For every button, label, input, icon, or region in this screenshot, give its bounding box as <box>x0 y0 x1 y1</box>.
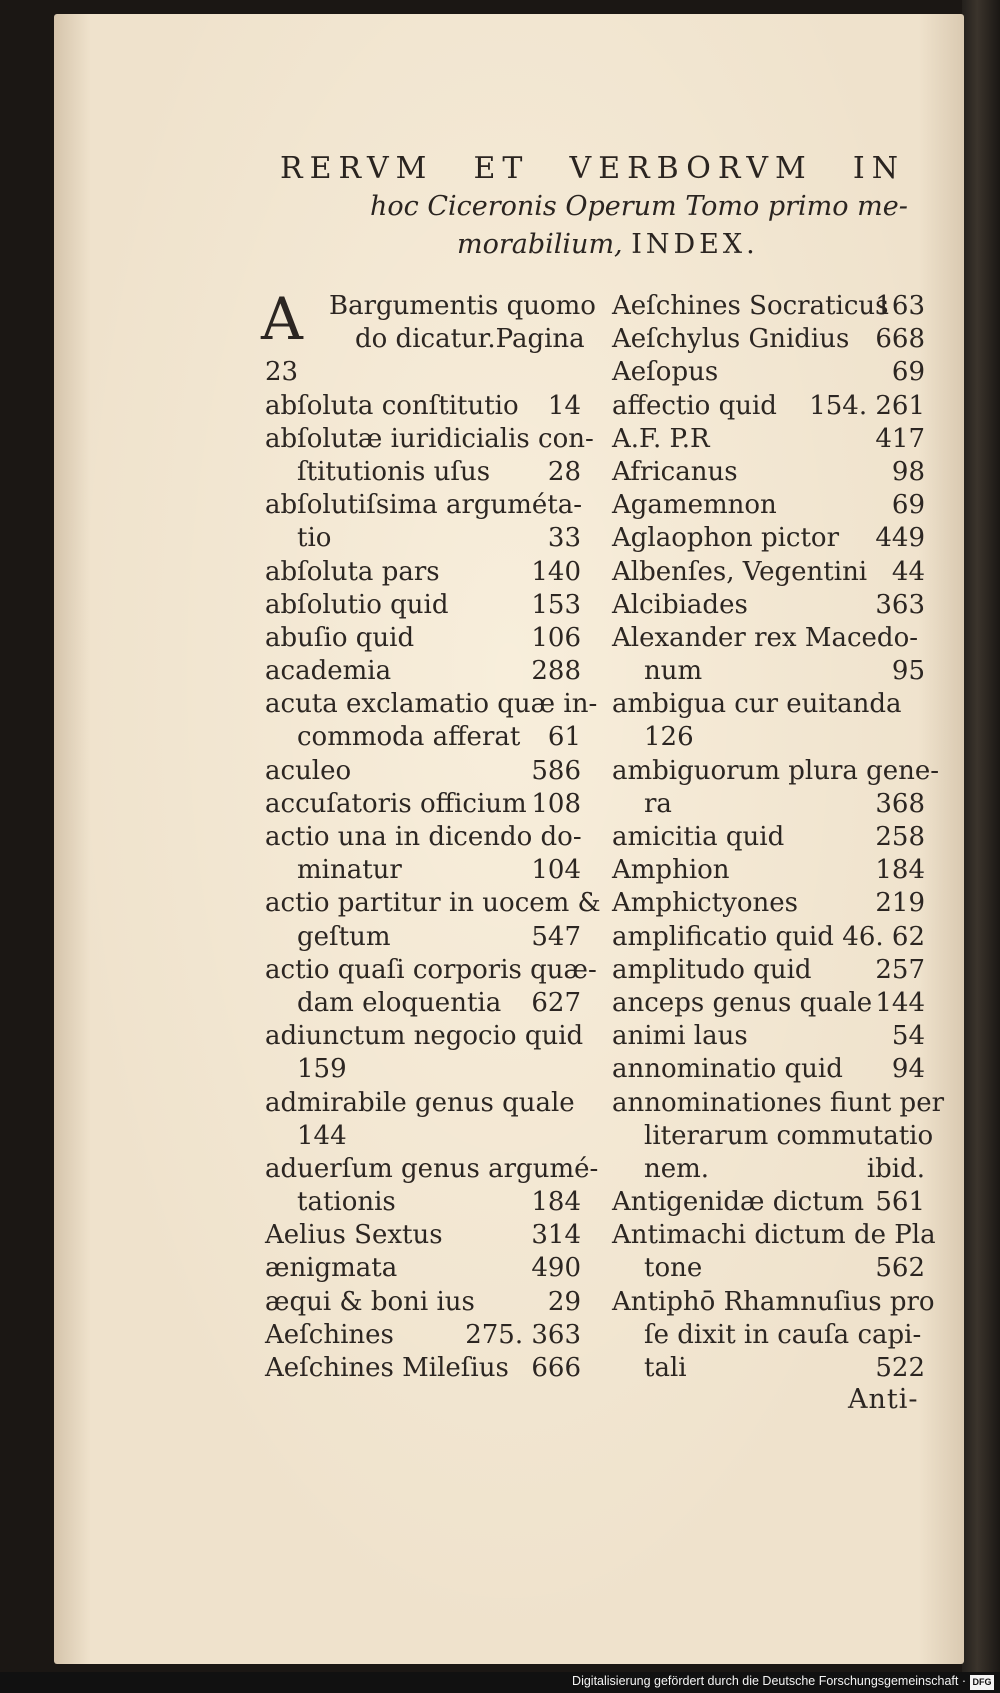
drop-cap: A <box>261 285 303 353</box>
index-line: geſtum 547 <box>297 921 581 952</box>
index-line: Alcibiades 363 <box>612 589 925 620</box>
index-column-left <box>261 285 601 1385</box>
dfg-logo-icon: DFG <box>970 1675 994 1690</box>
index-line: academia 288 <box>265 656 581 687</box>
index-line: Amphion 184 <box>612 855 925 886</box>
index-line: ſe dixit in cauſa capi- <box>644 1319 922 1350</box>
title-line-1: RERVM ET VERBORVM IN <box>280 151 905 186</box>
index-line: abſoluta conſtitutio 14 <box>265 390 581 421</box>
index-line: tationis 184 <box>297 1187 581 1218</box>
index-line: 144 <box>297 1120 347 1151</box>
index-column-right <box>612 290 945 1385</box>
index-line: A.F. P.R 417 <box>612 423 925 454</box>
index-line: abuſio quid 106 <box>265 622 581 653</box>
index-line: aculeo 586 <box>265 755 581 786</box>
index-line: ambigua cur euitanda <box>612 689 902 720</box>
index-line: annominatio quid 94 <box>612 1054 925 1085</box>
index-line: acuta exclamatio quæ in- <box>265 689 598 720</box>
index-line: ſtitutionis uſus 28 <box>297 456 581 487</box>
index-line: dam eloquentia 627 <box>297 987 581 1018</box>
index-line: abſolutio quid 153 <box>265 589 581 620</box>
index-line: literarum commutatio <box>644 1120 934 1151</box>
index-line: Aeſchylus Gnidius 668 <box>612 324 925 355</box>
index-line: Aeſchines Mileſius 666 <box>265 1353 581 1383</box>
index-line: ambiguorum plura gene- <box>612 755 940 786</box>
index-line: Alexander rex Macedo- <box>612 622 919 653</box>
index-line: actio partitur in uocem & <box>265 888 601 919</box>
index-line: Amphictyones 219 <box>612 888 925 919</box>
catchword: Anti- <box>848 1384 919 1415</box>
index-line: actio una in dicendo do- <box>265 822 582 852</box>
index-line: amicitia quid 258 <box>612 822 925 852</box>
index-line: abſolutæ iuridicialis con- <box>265 423 594 454</box>
index-line: Antimachi dictum de Pla <box>612 1220 936 1251</box>
index-line: 159 <box>297 1054 347 1085</box>
page-title <box>280 150 910 264</box>
index-line: Bargumentis quomo <box>329 291 596 321</box>
index-line: annominationes fiunt per <box>612 1087 945 1118</box>
index-line: Aglaophon pictor 449 <box>612 523 925 554</box>
index-line: abſoluta pars 140 <box>265 556 581 587</box>
index-line: Aeſchines 275. 363 <box>265 1319 581 1350</box>
index-line: nem. ibid. <box>644 1153 925 1184</box>
index-line: ænigmata 490 <box>265 1253 581 1284</box>
index-line: abſolutiſsima arguméta- <box>265 490 583 521</box>
index-line: do dicatur.Pagina <box>355 324 585 355</box>
book-edge-shadow <box>962 0 1000 1693</box>
index-line: commoda afferat 61 <box>297 722 581 753</box>
index-line: affectio quid 154. 261 <box>612 390 925 421</box>
index-line: tali 522 <box>644 1353 925 1383</box>
index-line: anceps genus quale 144 <box>612 987 925 1018</box>
index-line: Albenſes, Vegentini 44 <box>612 556 925 587</box>
index-line: Antiphō Rhamnuſius pro <box>612 1286 935 1317</box>
index-line: admirabile genus quale <box>265 1087 575 1118</box>
index-line: Africanus 98 <box>612 456 925 487</box>
index-line: tone 562 <box>644 1253 925 1284</box>
index-line: amplificatio quid 46. 62 <box>612 921 925 952</box>
index-line: æqui & boni ius 29 <box>265 1286 581 1317</box>
title-line-3 <box>280 226 910 264</box>
funding-notice: Digitalisierung gefördert durch die Deutsche Forschungsgemeinschaft · <box>572 1674 966 1688</box>
index-line: ra 368 <box>644 788 925 819</box>
title-index-word: INDEX. <box>631 229 759 260</box>
index-line: Aeſchines Socraticus 163 <box>612 291 925 321</box>
index-line: tio 33 <box>297 523 581 554</box>
index-line: aduerſum genus argumé- <box>265 1153 599 1184</box>
index-line: accuſatoris officium 108 <box>265 788 581 819</box>
index-line: 126 <box>644 722 694 753</box>
index-line: 23 <box>265 357 299 388</box>
index-line: num 95 <box>644 656 925 687</box>
index-line: animi laus 54 <box>612 1021 925 1052</box>
index-line: actio quaſi corporis quæ- <box>265 954 597 985</box>
index-line: minatur 104 <box>297 855 581 886</box>
index-line: Aelius Sextus 314 <box>265 1220 581 1251</box>
title-line-2: hoc Ciceronis Operum Tomo primo me- <box>370 191 908 222</box>
index-line: Aeſopus 69 <box>612 357 925 388</box>
title-line-3-italic: morabilium, <box>457 229 623 260</box>
index-line: adiunctum negocio quid <box>265 1021 584 1052</box>
index-line: Agamemnon 69 <box>612 490 925 521</box>
index-line: amplitudo quid 257 <box>612 954 925 985</box>
index-line: Antigenidæ dictum 561 <box>612 1187 925 1218</box>
